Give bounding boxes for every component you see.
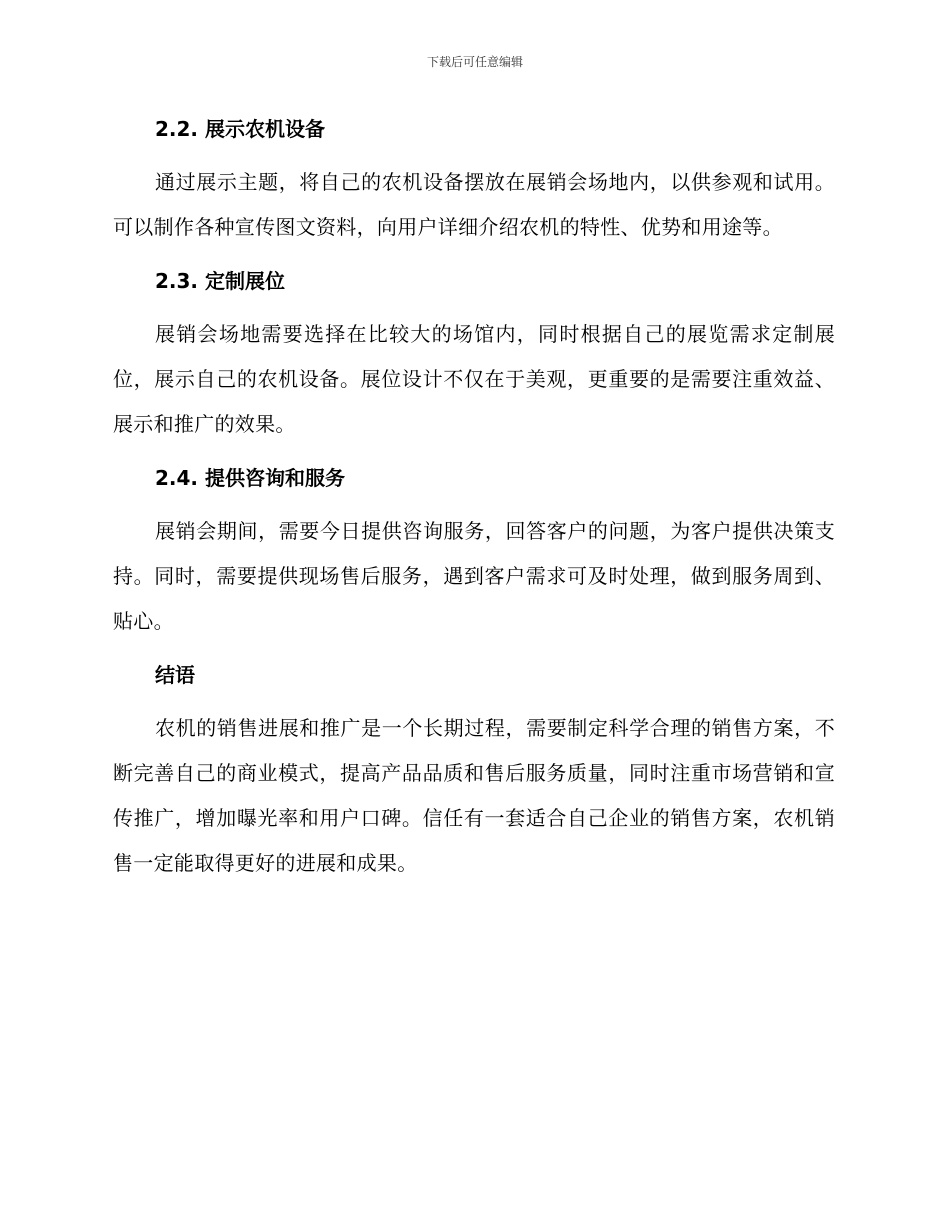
section-title: 2.4. 提供咨询和服务 xyxy=(155,466,345,490)
section-paragraph: 展销会场地需要选择在比较大的场馆内，同时根据自己的展览需求定制展位，展示自己的农机设备。展位设计不仅在于美观，更重要的是需要注重效益、展示和推广的效果。 xyxy=(113,322,835,436)
section-2-2 xyxy=(113,112,835,250)
section-paragraph: 通过展示主题，将自己的农机设备摆放在展销会场地内，以供参观和试用。可以制作各种宣传图文资料，向用户详细介绍农机的特性、优势和用途等。 xyxy=(113,170,835,239)
section-title: 结语 xyxy=(155,663,195,687)
section-conclusion xyxy=(113,658,835,886)
page-header: 下载后可任意编辑 xyxy=(426,55,523,69)
section-2-4 xyxy=(113,461,835,644)
document-body xyxy=(113,112,835,886)
section-title: 2.2. 展示农机设备 xyxy=(155,117,325,141)
section-paragraph: 展销会期间，需要今日提供咨询服务，回答客户的问题，为客户提供决策支持。同时，需要提供现场售后服务，遇到客户需求可及时处理，做到服务周到、贴心。 xyxy=(113,519,835,633)
section-paragraph: 农机的销售进展和推广是一个长期过程，需要制定科学合理的销售方案，不断完善自己的商业模式，提高产品品质和售后服务质量，同时注重市场营销和宣传推广，增加曝光率和用户口碑。信任有一套适合自己企业的销售方案，农机销售一定能取得更好的进展和成果。 xyxy=(113,716,835,875)
section-title: 2.3. 定制展位 xyxy=(155,269,285,293)
section-2-3 xyxy=(113,264,835,447)
